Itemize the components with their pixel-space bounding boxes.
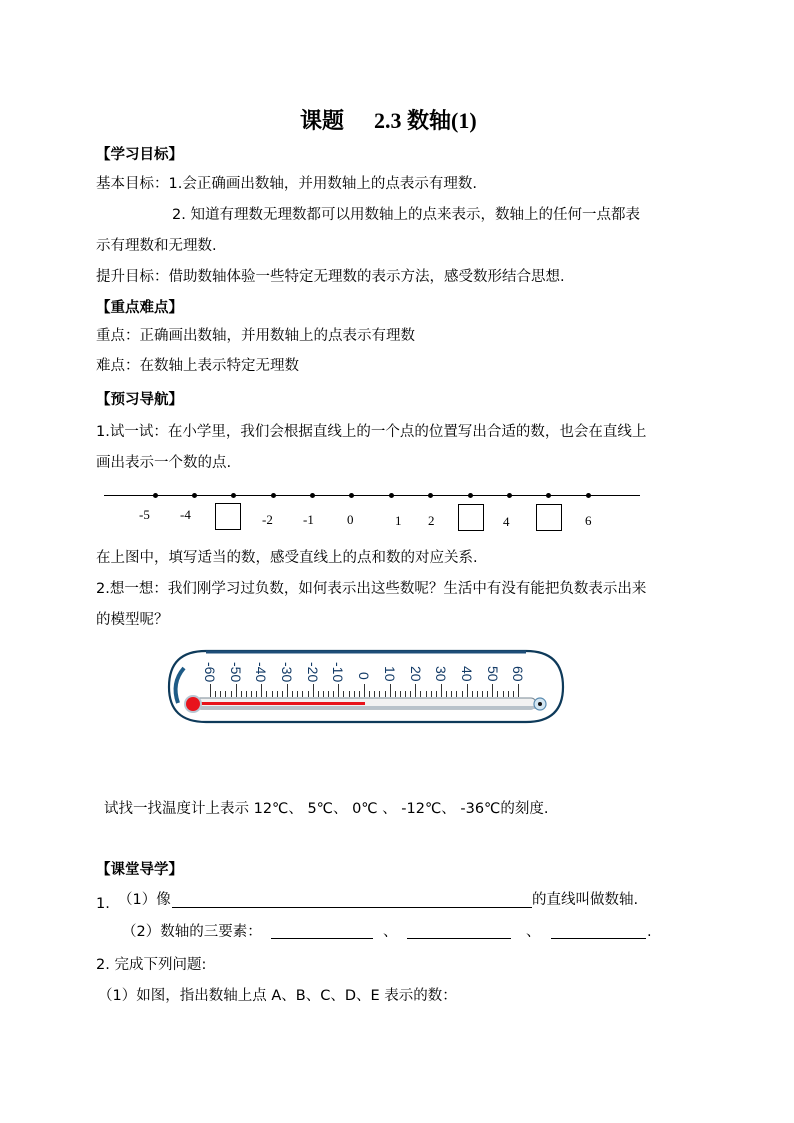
thermometer-frame-icon bbox=[166, 648, 566, 726]
thermometer-tick bbox=[256, 691, 257, 697]
thermometer-tick bbox=[410, 691, 411, 697]
thermometer-tick bbox=[395, 691, 396, 697]
answer-box-5[interactable] bbox=[536, 504, 562, 531]
page-title bbox=[300, 104, 477, 135]
thermometer-tick bbox=[508, 691, 509, 697]
thermometer-tick bbox=[308, 691, 309, 697]
advanced-objective: 提升目标：借助数轴体验一些特定无理数的表示方法，感受数形结合思想. bbox=[96, 269, 565, 285]
thermometer-label: 50 bbox=[485, 666, 501, 682]
thermometer bbox=[166, 648, 566, 726]
thermometer-tick bbox=[282, 691, 283, 697]
number-line-point bbox=[507, 493, 512, 498]
thermometer-tick bbox=[338, 684, 339, 697]
number-line-point bbox=[586, 493, 591, 498]
number-line-point bbox=[428, 493, 433, 498]
key-points-heading: 【重点难点】 bbox=[96, 300, 183, 316]
preview-q2-line2: 的模型呢？ bbox=[96, 612, 169, 628]
classroom-q1-part1-suffix: 的直线叫做数轴. bbox=[532, 892, 639, 908]
thermometer-tick bbox=[482, 691, 483, 697]
thermometer-tick bbox=[420, 691, 421, 697]
title-main: 2.3 数轴(1) bbox=[374, 108, 477, 133]
thermometer-tick bbox=[318, 691, 319, 697]
thermometer-tick bbox=[277, 691, 278, 697]
thermometer-label: 40 bbox=[459, 666, 475, 682]
thermometer-tick bbox=[349, 691, 350, 697]
thermometer-label: -30 bbox=[279, 662, 295, 683]
thermometer-tick bbox=[518, 684, 519, 697]
thermometer-tick bbox=[503, 691, 504, 697]
thermometer-label: 0 bbox=[356, 672, 372, 680]
basic-objective-2-line2: 示有理数和无理数. bbox=[96, 238, 217, 254]
basic-objective-1: 基本目标：1.会正确画出数轴，并用数轴上的点表示有理数. bbox=[96, 176, 477, 192]
preview-q2-line1: 2.想一想：我们刚学习过负数，如何表示出这些数呢？生活中有没有能把负数表示出来 bbox=[96, 581, 647, 597]
number-line-label: 6 bbox=[585, 513, 592, 528]
thermometer-tick bbox=[241, 691, 242, 697]
thermometer-label: 10 bbox=[382, 666, 398, 682]
thermometer-tick bbox=[451, 691, 452, 697]
thermometer-tick bbox=[379, 691, 380, 697]
classroom-q2-part1: （1）如图，指出数轴上点 A、B、C、D、E 表示的数： bbox=[98, 988, 457, 1004]
number-line-point bbox=[153, 493, 158, 498]
thermometer-tick bbox=[297, 691, 298, 697]
number-line-point bbox=[192, 493, 197, 498]
thermometer-tick bbox=[292, 691, 293, 697]
number-line-label: 0 bbox=[347, 512, 354, 527]
thermometer-tick bbox=[369, 691, 370, 697]
classroom-q1-number: 1. bbox=[96, 896, 110, 912]
blank-element-1[interactable] bbox=[271, 938, 373, 939]
thermometer-label: 60 bbox=[510, 666, 526, 682]
thermometer-tick bbox=[492, 684, 493, 697]
classroom-q2: 2. 完成下列问题: bbox=[96, 957, 207, 973]
thermometer-tick bbox=[364, 684, 365, 697]
thermometer-tick bbox=[431, 691, 432, 697]
key-point: 重点：正确画出数轴，并用数轴上的点表示有理数 bbox=[96, 328, 415, 344]
thermometer-task: 试找一找温度计上表示 12℃、 5℃、 0℃ 、 -12℃、 -36℃的刻度. bbox=[104, 801, 549, 817]
blank-definition[interactable] bbox=[172, 907, 532, 908]
classroom-q1-part2-prefix: （2）数轴的三要素： bbox=[122, 924, 262, 940]
blank-element-3[interactable] bbox=[551, 938, 646, 939]
thermometer-tick bbox=[359, 691, 360, 697]
thermometer-tick bbox=[400, 691, 401, 697]
number-line-point bbox=[271, 493, 276, 498]
thermometer-tick bbox=[354, 691, 355, 697]
thermometer-tick bbox=[272, 691, 273, 697]
preview-heading: 【预习导航】 bbox=[96, 392, 183, 408]
thermometer-label: 30 bbox=[433, 666, 449, 682]
number-line-axis bbox=[104, 495, 640, 496]
thermometer-tick bbox=[231, 691, 232, 697]
thermometer-tick bbox=[446, 691, 447, 697]
thermometer-tick bbox=[333, 691, 334, 697]
number-line-point bbox=[231, 493, 236, 498]
thermometer-label: -10 bbox=[330, 662, 346, 683]
difficulty-point: 难点：在数轴上表示特定无理数 bbox=[96, 358, 299, 374]
title-prefix: 课题 bbox=[300, 108, 345, 133]
thermometer-tick bbox=[302, 691, 303, 697]
thermometer-tick bbox=[426, 691, 427, 697]
sentence-end: . bbox=[647, 924, 652, 940]
separator: 、 bbox=[383, 924, 398, 940]
thermometer-label: -50 bbox=[228, 662, 244, 683]
thermometer-tick bbox=[225, 691, 226, 697]
thermometer-tick bbox=[328, 691, 329, 697]
thermometer-label: -20 bbox=[305, 662, 321, 683]
basic-objective-2-line1: 2. 知道有理数无理数都可以用数轴上的点来表示，数轴上的任何一点都表 bbox=[172, 207, 640, 223]
number-line-point bbox=[546, 493, 551, 498]
number-line-label: 4 bbox=[503, 514, 510, 529]
number-line-label: 1 bbox=[395, 513, 402, 528]
number-line-label: -5 bbox=[139, 507, 150, 522]
number-line-label: 2 bbox=[428, 513, 435, 528]
thermometer-tick bbox=[261, 684, 262, 697]
thermometer-label: 20 bbox=[408, 666, 424, 682]
thermometer-tick bbox=[266, 691, 267, 697]
thermometer-tick bbox=[467, 684, 468, 697]
preview-q1-line2: 画出表示一个数的点. bbox=[96, 455, 232, 471]
thermometer-tick bbox=[436, 691, 437, 697]
thermometer-tick bbox=[246, 691, 247, 697]
thermometer-tick bbox=[513, 691, 514, 697]
thermometer-tick bbox=[215, 691, 216, 697]
number-line-label: -4 bbox=[180, 507, 191, 522]
number-line-point bbox=[310, 493, 315, 498]
objectives-heading: 【学习目标】 bbox=[96, 147, 183, 163]
thermometer-tick bbox=[313, 684, 314, 697]
answer-box-neg3[interactable] bbox=[215, 503, 241, 530]
thermometer-label: -40 bbox=[253, 662, 269, 683]
thermometer-tick bbox=[487, 691, 488, 697]
number-line-label: -2 bbox=[262, 512, 273, 527]
thermometer-tick bbox=[462, 691, 463, 697]
thermometer-label: -60 bbox=[202, 662, 218, 683]
thermometer-tick bbox=[415, 684, 416, 697]
number-line-point bbox=[468, 493, 473, 498]
number-line-point bbox=[389, 493, 394, 498]
thermometer-tick bbox=[323, 691, 324, 697]
blank-element-2[interactable] bbox=[407, 938, 511, 939]
thermometer-tick bbox=[287, 684, 288, 697]
thermometer-tick bbox=[210, 684, 211, 697]
thermometer-tick bbox=[220, 691, 221, 697]
thermometer-tick bbox=[405, 691, 406, 697]
thermometer-tick bbox=[456, 691, 457, 697]
thermometer-tick bbox=[472, 691, 473, 697]
thermometer-tick bbox=[390, 684, 391, 697]
separator: 、 bbox=[526, 924, 541, 940]
number-line-point bbox=[349, 493, 354, 498]
thermometer-tick bbox=[343, 691, 344, 697]
classroom-q1-part1-prefix: （1）像 bbox=[118, 892, 171, 908]
thermometer-tick bbox=[374, 691, 375, 697]
thermometer-tick bbox=[441, 684, 442, 697]
thermometer-tick bbox=[477, 691, 478, 697]
thermometer-tick bbox=[497, 691, 498, 697]
preview-q1-followup: 在上图中，填写适当的数，感受直线上的点和数的对应关系. bbox=[96, 550, 478, 566]
preview-q1-line1: 1.试一试：在小学里，我们会根据直线上的一个点的位置写出合适的数，也会在直线上 bbox=[96, 424, 647, 440]
number-line-label: -1 bbox=[303, 512, 314, 527]
thermometer-tick bbox=[236, 684, 237, 697]
thermometer-tick bbox=[251, 691, 252, 697]
thermometer-tick bbox=[385, 691, 386, 697]
answer-box-3[interactable] bbox=[458, 504, 484, 531]
classroom-heading: 【课堂导学】 bbox=[96, 862, 183, 878]
